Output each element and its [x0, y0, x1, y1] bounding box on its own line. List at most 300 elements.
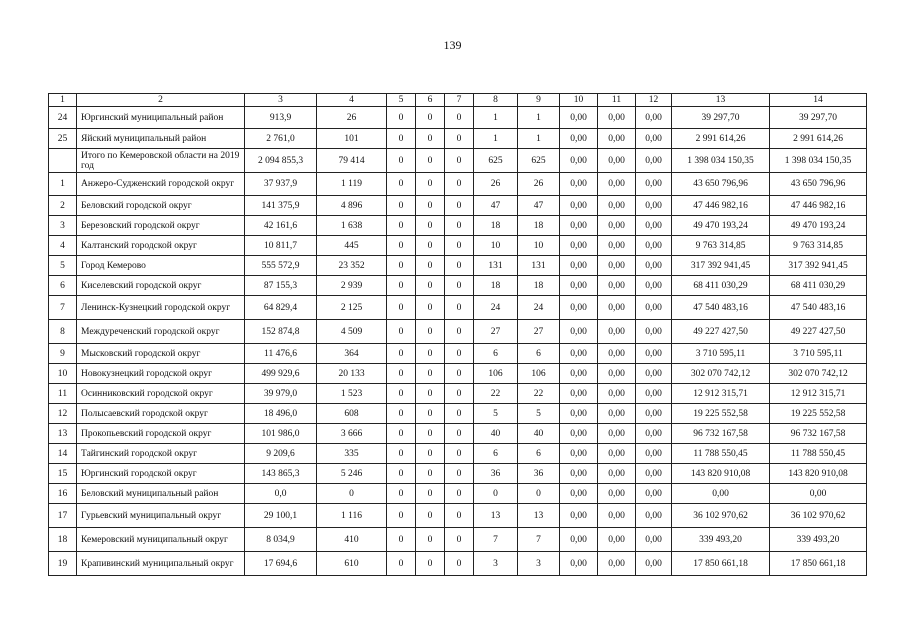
table-cell: 19 225 552,58 [770, 404, 867, 424]
table-cell: 18 [474, 276, 518, 296]
table-cell: 8 034,9 [245, 528, 317, 552]
table-cell: 0,00 [598, 424, 636, 444]
table-cell: 0,00 [598, 107, 636, 129]
table-cell: 302 070 742,12 [672, 364, 770, 384]
table-row [49, 149, 867, 173]
table-cell: 339 493,20 [770, 528, 867, 552]
table-cell: 335 [317, 444, 387, 464]
header-cell: 8 [474, 94, 518, 107]
table-cell: 0,00 [560, 149, 598, 173]
table-cell: 0,00 [598, 129, 636, 149]
table-cell: 0 [416, 464, 445, 484]
table-cell: 0,00 [598, 216, 636, 236]
table-cell: 9 763 314,85 [672, 236, 770, 256]
table-cell: 0,00 [598, 256, 636, 276]
table-cell: 47 540 483,16 [672, 296, 770, 320]
table-cell: 0 [445, 173, 474, 196]
table-cell: 0 [387, 404, 416, 424]
table-cell: 101 986,0 [245, 424, 317, 444]
table-cell: 0,00 [598, 276, 636, 296]
table-cell: 0,00 [560, 276, 598, 296]
table-cell: 64 829,4 [245, 296, 317, 320]
table-cell: 17 850 661,18 [672, 552, 770, 576]
table-cell: 79 414 [317, 149, 387, 173]
table-row [49, 444, 867, 464]
table-cell: 0,00 [598, 344, 636, 364]
table-cell: 0 [416, 196, 445, 216]
table-row [49, 236, 867, 256]
table-cell: 8 [49, 320, 77, 344]
table-cell: 0 [445, 464, 474, 484]
table-cell: 0 [387, 464, 416, 484]
table-row [49, 528, 867, 552]
table-cell: 3 666 [317, 424, 387, 444]
table-cell: 7 [474, 528, 518, 552]
table-cell: 1 119 [317, 173, 387, 196]
table-cell: 1 398 034 150,35 [770, 149, 867, 173]
table-cell: 10 811,7 [245, 236, 317, 256]
table-cell: 0,00 [636, 296, 672, 320]
table-cell: 36 [474, 464, 518, 484]
table-cell: 47 [474, 196, 518, 216]
table-cell: 0,00 [636, 216, 672, 236]
municipality-name-cell: Калтанский городской округ [77, 236, 245, 256]
table-cell: 0 [387, 552, 416, 576]
table-cell: 141 375,9 [245, 196, 317, 216]
table-cell: 0 [416, 149, 445, 173]
municipality-name-cell: Тайгинский городской округ [77, 444, 245, 464]
table-cell: 18 [474, 216, 518, 236]
table-cell: 0 [387, 344, 416, 364]
table-cell: 2 939 [317, 276, 387, 296]
table-cell: 5 [518, 404, 560, 424]
table-row [49, 404, 867, 424]
table-cell: 49 227 427,50 [672, 320, 770, 344]
table-body [49, 94, 867, 576]
table-cell: 3 710 595,11 [672, 344, 770, 364]
table-cell: 43 650 796,96 [770, 173, 867, 196]
municipality-name-cell: Юргинский городской округ [77, 464, 245, 484]
table-cell: 0 [445, 236, 474, 256]
table-cell: 0,00 [636, 149, 672, 173]
municipality-name-cell: Крапивинский муниципальный округ [77, 552, 245, 576]
table-cell: 0,00 [560, 384, 598, 404]
table-cell: 410 [317, 528, 387, 552]
table-cell: 24 [49, 107, 77, 129]
municipality-name-cell: Яйский муниципальный район [77, 129, 245, 149]
table-cell: 39 297,70 [672, 107, 770, 129]
table-cell: 0 [416, 236, 445, 256]
municipality-name-cell: Ленинск-Кузнецкий городской округ [77, 296, 245, 320]
table-cell: 22 [518, 384, 560, 404]
table-cell: 131 [518, 256, 560, 276]
table-cell: 49 470 193,24 [672, 216, 770, 236]
municipality-name-cell: Полысаевский городской округ [77, 404, 245, 424]
table-cell: 0 [445, 296, 474, 320]
table-cell: 1 116 [317, 504, 387, 528]
table-cell: 0 [445, 364, 474, 384]
table-cell: 0 [445, 196, 474, 216]
table-cell: 2 991 614,26 [770, 129, 867, 149]
table-cell: 1 [474, 107, 518, 129]
table-cell: 49 227 427,50 [770, 320, 867, 344]
table-cell: 0 [474, 484, 518, 504]
table-cell: 10 [474, 236, 518, 256]
table-cell: 19 [49, 552, 77, 576]
table-cell: 0,00 [560, 236, 598, 256]
table-cell: 49 470 193,24 [770, 216, 867, 236]
table-cell: 0 [416, 107, 445, 129]
table-cell: 0 [416, 173, 445, 196]
table-cell: 0,00 [560, 196, 598, 216]
table-cell: 364 [317, 344, 387, 364]
table-cell: 11 788 550,45 [770, 444, 867, 464]
table-cell: 10 [49, 364, 77, 384]
table-cell: 0 [387, 149, 416, 173]
table-row [49, 129, 867, 149]
table-cell: 1 [49, 173, 77, 196]
table-cell: 0,00 [560, 256, 598, 276]
table-cell: 3 [518, 552, 560, 576]
table-cell: 0 [445, 552, 474, 576]
municipality-name-cell: Березовский городской округ [77, 216, 245, 236]
table-cell: 7 [518, 528, 560, 552]
table-cell: 0 [387, 424, 416, 444]
table-cell: 27 [518, 320, 560, 344]
table-cell: 0,00 [636, 404, 672, 424]
table-cell: 3 710 595,11 [770, 344, 867, 364]
table-cell: 1 638 [317, 216, 387, 236]
table-cell: 16 [49, 484, 77, 504]
table-cell: 1 [518, 129, 560, 149]
table-cell: 0,00 [636, 364, 672, 384]
table-cell: 0,00 [598, 196, 636, 216]
table-cell: 18 [49, 528, 77, 552]
table-cell: 0 [317, 484, 387, 504]
table-row [49, 276, 867, 296]
table-cell: 0 [416, 484, 445, 504]
table-cell: 317 392 941,45 [770, 256, 867, 276]
table-cell: 22 [474, 384, 518, 404]
table-cell: 0,00 [560, 296, 598, 320]
table-cell: 0,00 [560, 216, 598, 236]
table-cell: 0,00 [560, 404, 598, 424]
table-cell: 18 [518, 216, 560, 236]
table-cell: 0,00 [636, 528, 672, 552]
table-cell: 96 732 167,58 [672, 424, 770, 444]
table-cell: 24 [474, 296, 518, 320]
header-cell: 6 [416, 94, 445, 107]
table-cell: 317 392 941,45 [672, 256, 770, 276]
table-cell: 0 [387, 444, 416, 464]
header-cell: 12 [636, 94, 672, 107]
table-cell: 101 [317, 129, 387, 149]
table-cell: 23 352 [317, 256, 387, 276]
table-cell: 47 446 982,16 [770, 196, 867, 216]
table-cell: 12 [49, 404, 77, 424]
table-cell: 6 [518, 444, 560, 464]
table-cell: 0 [445, 149, 474, 173]
table-cell: 96 732 167,58 [770, 424, 867, 444]
table-cell: 0 [387, 484, 416, 504]
table-cell: 19 225 552,58 [672, 404, 770, 424]
table-cell: 0 [445, 504, 474, 528]
table-cell: 0,00 [636, 464, 672, 484]
table-cell: 0,00 [560, 552, 598, 576]
table-cell: 0,00 [598, 464, 636, 484]
table-cell: 0 [387, 216, 416, 236]
table-cell: 4 509 [317, 320, 387, 344]
table-row [49, 484, 867, 504]
table-cell: 0,00 [560, 173, 598, 196]
table-cell: 0,0 [245, 484, 317, 504]
table-cell: 152 874,8 [245, 320, 317, 344]
municipality-name-cell: Прокопьевский городской округ [77, 424, 245, 444]
table-cell: 0,00 [598, 236, 636, 256]
table-cell: 445 [317, 236, 387, 256]
table-cell: 1 398 034 150,35 [672, 149, 770, 173]
table-cell: 3 [474, 552, 518, 576]
municipality-name-cell: Беловский муниципальный район [77, 484, 245, 504]
header-cell: 9 [518, 94, 560, 107]
data-table [48, 93, 867, 576]
table-cell: 555 572,9 [245, 256, 317, 276]
table-cell: 106 [518, 364, 560, 384]
table-cell: 0 [387, 256, 416, 276]
table-cell: 610 [317, 552, 387, 576]
table-cell: 0,00 [636, 444, 672, 464]
table-cell: 9 209,6 [245, 444, 317, 464]
table-cell: 0,00 [636, 196, 672, 216]
table-cell: 17 694,6 [245, 552, 317, 576]
table-cell: 0,00 [636, 384, 672, 404]
table-cell: 0 [387, 384, 416, 404]
table-cell: 0,00 [636, 504, 672, 528]
table-cell: 68 411 030,29 [770, 276, 867, 296]
table-cell: 14 [49, 444, 77, 464]
table-cell: 0 [416, 276, 445, 296]
table-cell: 0,00 [672, 484, 770, 504]
table-cell: 0 [445, 344, 474, 364]
municipality-name-cell: Город Кемерово [77, 256, 245, 276]
table-cell: 0 [445, 404, 474, 424]
table-cell: 0 [445, 129, 474, 149]
table-cell: 42 161,6 [245, 216, 317, 236]
table-row [49, 504, 867, 528]
table-row [49, 424, 867, 444]
header-cell: 1 [49, 94, 77, 107]
table-cell: 13 [474, 504, 518, 528]
table-cell: 12 912 315,71 [672, 384, 770, 404]
table-cell: 0 [416, 216, 445, 236]
table-cell: 26 [474, 173, 518, 196]
table-cell: 0 [445, 107, 474, 129]
table-cell: 2 [49, 196, 77, 216]
header-cell: 5 [387, 94, 416, 107]
table-cell: 0,00 [560, 107, 598, 129]
table-cell: 37 937,9 [245, 173, 317, 196]
table-cell: 0,00 [598, 528, 636, 552]
table-cell: 36 [518, 464, 560, 484]
table-cell: 0 [387, 296, 416, 320]
table-cell: 26 [317, 107, 387, 129]
table-cell: 0 [387, 528, 416, 552]
table-cell: 0,00 [636, 552, 672, 576]
table-cell: 47 540 483,16 [770, 296, 867, 320]
table-cell: 0 [445, 444, 474, 464]
table-cell: 0,00 [560, 464, 598, 484]
header-cell: 4 [317, 94, 387, 107]
table-row [49, 216, 867, 236]
table-cell: 17 [49, 504, 77, 528]
table-cell: 2 761,0 [245, 129, 317, 149]
table-cell: 0,00 [560, 129, 598, 149]
table-cell: 29 100,1 [245, 504, 317, 528]
table-cell: 0,00 [636, 424, 672, 444]
municipality-name-cell: Юргинский муниципальный район [77, 107, 245, 129]
table-cell: 10 [518, 236, 560, 256]
header-cell: 14 [770, 94, 867, 107]
table-cell: 6 [518, 344, 560, 364]
table-cell: 5 [474, 404, 518, 424]
table-cell: 18 496,0 [245, 404, 317, 424]
table-cell: 3 [49, 216, 77, 236]
table-cell: 913,9 [245, 107, 317, 129]
table-cell: 0,00 [598, 444, 636, 464]
table-cell: 11 476,6 [245, 344, 317, 364]
table-cell: 11 [49, 384, 77, 404]
table-cell: 39 979,0 [245, 384, 317, 404]
table-cell: 2 094 855,3 [245, 149, 317, 173]
table-cell: 0,00 [636, 256, 672, 276]
table-cell: 27 [474, 320, 518, 344]
table-cell: 0,00 [598, 296, 636, 320]
table-cell: 0,00 [598, 484, 636, 504]
table-cell: 4 896 [317, 196, 387, 216]
table-cell: 0,00 [770, 484, 867, 504]
table-cell: 87 155,3 [245, 276, 317, 296]
table-cell: 0 [416, 424, 445, 444]
page-number: 139 [443, 38, 462, 52]
table-cell: 0,00 [598, 384, 636, 404]
table-cell: 40 [518, 424, 560, 444]
table-cell: 0 [416, 129, 445, 149]
table-cell: 0 [387, 196, 416, 216]
table-cell: 0,00 [598, 173, 636, 196]
table-cell: 17 850 661,18 [770, 552, 867, 576]
table-cell: 5 [49, 256, 77, 276]
table-cell: 143 865,3 [245, 464, 317, 484]
table-cell: 40 [474, 424, 518, 444]
table-cell: 0,00 [560, 444, 598, 464]
table-cell: 0,00 [636, 276, 672, 296]
table-cell: 0 [445, 384, 474, 404]
municipality-name-cell: Анжеро-Судженский городской округ [77, 173, 245, 196]
table-row [49, 552, 867, 576]
municipality-name-cell: Междуреченский городской округ [77, 320, 245, 344]
table-cell: 0,00 [636, 484, 672, 504]
table-cell: 0,00 [560, 484, 598, 504]
municipality-name-cell: Кемеровский муниципальный округ [77, 528, 245, 552]
table-row [49, 296, 867, 320]
header-cell: 10 [560, 94, 598, 107]
table-row [49, 384, 867, 404]
table-row [49, 196, 867, 216]
table-cell: 0,00 [598, 320, 636, 344]
table-cell: 4 [49, 236, 77, 256]
table-cell: 1 523 [317, 384, 387, 404]
table-cell: 26 [518, 173, 560, 196]
table-cell [49, 149, 77, 173]
table-cell: 7 [49, 296, 77, 320]
table-cell: 20 133 [317, 364, 387, 384]
table-cell: 25 [49, 129, 77, 149]
table-cell: 0 [387, 236, 416, 256]
table-cell: 11 788 550,45 [672, 444, 770, 464]
table-cell: 0 [445, 216, 474, 236]
table-cell: 1 [474, 129, 518, 149]
table-cell: 0,00 [598, 404, 636, 424]
table-cell: 0 [387, 320, 416, 344]
table-cell: 0,00 [560, 504, 598, 528]
table-cell: 0 [445, 484, 474, 504]
table-cell: 0,00 [636, 173, 672, 196]
table-cell: 608 [317, 404, 387, 424]
table-cell: 0,00 [598, 504, 636, 528]
table-cell: 0,00 [560, 364, 598, 384]
table-cell: 0,00 [560, 424, 598, 444]
table-cell: 39 297,70 [770, 107, 867, 129]
table-cell: 131 [474, 256, 518, 276]
table-cell: 0,00 [636, 107, 672, 129]
municipality-name-cell: Новокузнецкий городской округ [77, 364, 245, 384]
header-row [49, 94, 867, 107]
table-cell: 6 [474, 344, 518, 364]
header-cell: 13 [672, 94, 770, 107]
table-cell: 0 [445, 424, 474, 444]
table-row [49, 344, 867, 364]
table-cell: 24 [518, 296, 560, 320]
municipality-name-cell: Итого по Кемеровской области на 2019 год [77, 149, 245, 173]
table-cell: 0,00 [560, 528, 598, 552]
table-cell: 0,00 [598, 149, 636, 173]
header-cell: 3 [245, 94, 317, 107]
table-cell: 9 763 314,85 [770, 236, 867, 256]
table-cell: 0 [445, 276, 474, 296]
table-cell: 143 820 910,08 [770, 464, 867, 484]
table-cell: 0 [416, 384, 445, 404]
table-cell: 0 [387, 173, 416, 196]
table-cell: 2 991 614,26 [672, 129, 770, 149]
table-cell: 36 102 970,62 [770, 504, 867, 528]
table-cell: 0 [416, 504, 445, 528]
table-cell: 47 [518, 196, 560, 216]
table-cell: 2 125 [317, 296, 387, 320]
table-cell: 0 [445, 528, 474, 552]
table-row [49, 364, 867, 384]
header-cell: 11 [598, 94, 636, 107]
municipality-name-cell: Мысковский городской округ [77, 344, 245, 364]
table-cell: 0,00 [636, 344, 672, 364]
table-cell: 18 [518, 276, 560, 296]
table-cell: 15 [49, 464, 77, 484]
table-cell: 0 [518, 484, 560, 504]
table-cell: 0 [416, 404, 445, 424]
table-cell: 0,00 [560, 344, 598, 364]
table-row [49, 320, 867, 344]
municipality-name-cell: Беловский городской округ [77, 196, 245, 216]
table-cell: 143 820 910,08 [672, 464, 770, 484]
